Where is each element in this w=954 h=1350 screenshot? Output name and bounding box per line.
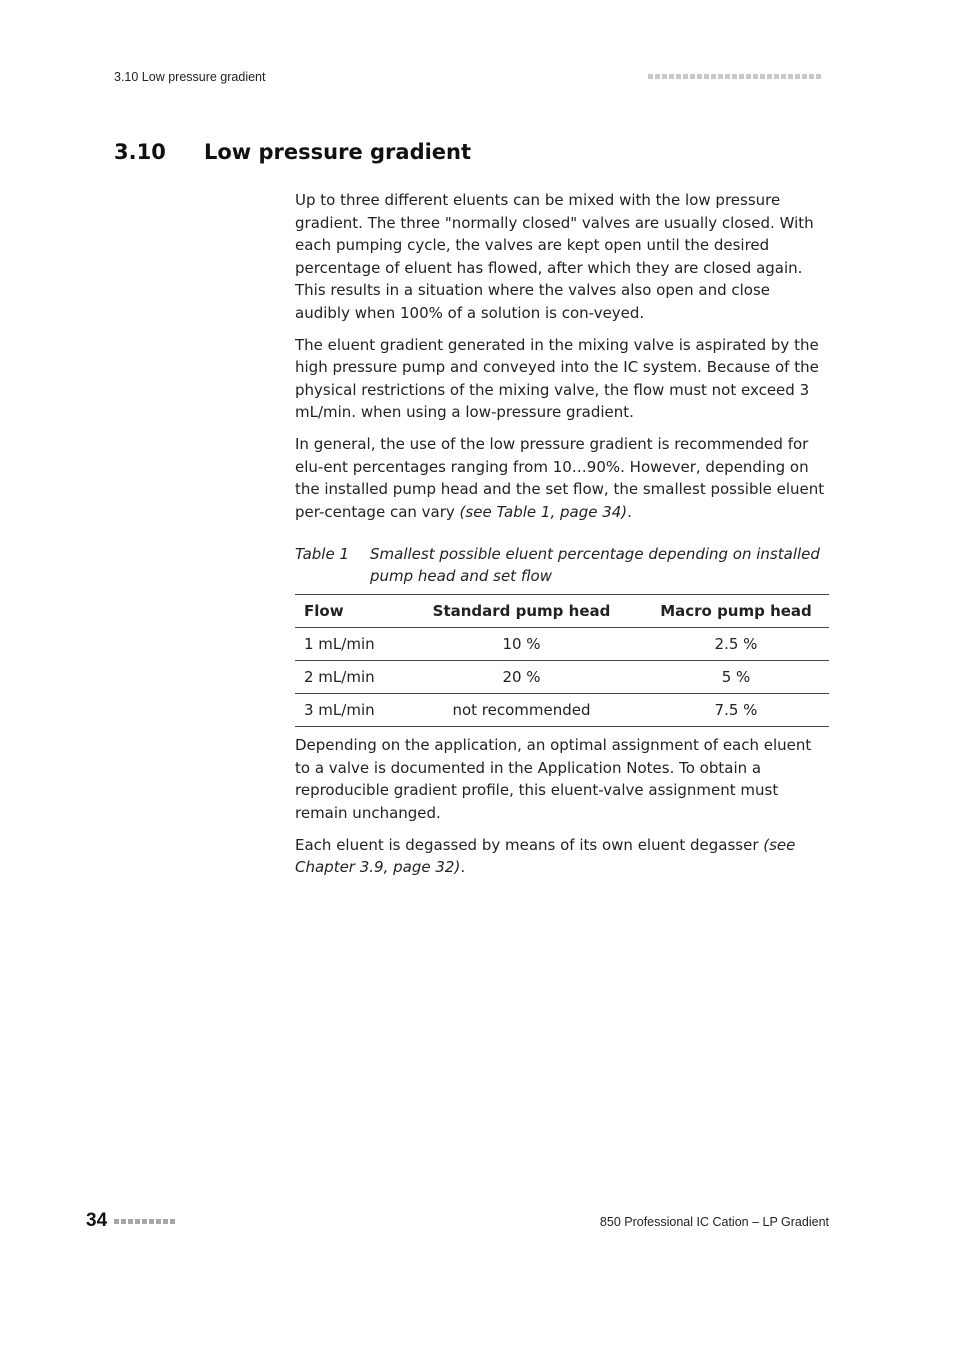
section-title: Low pressure gradient [204,140,472,164]
cell-flow: 3 mL/min [295,694,400,727]
paragraph: Up to three different eluents can be mixed with the low pressure gradient. The three "normally closed" valves are usually closed. With each pumping cycle, the valves are kept open until the desired percentage of eluent has flowed, after which they are closed again. This results in a situation where the valves also open and close audibly when 100% of a solution is con-veyed. [295,191,814,322]
body-text [295,189,829,888]
cell-macro: 5 % [642,661,829,694]
section-number: 3.10 [114,140,166,164]
cell-standard: not recommended [400,694,642,727]
footer-document-title: 850 Professional IC Cation – LP Gradient [599,1215,829,1229]
paragraph-end: . [627,502,632,521]
table-caption [295,543,829,587]
header-dot-rule [648,74,821,79]
cell-standard: 10 % [400,628,642,661]
paragraph [295,834,829,879]
column-header-flow: Flow [295,595,400,628]
cross-reference-link[interactable]: (see Chapter 3.9, page 32) [295,835,796,876]
column-header-standard-pump-head: Standard pump head [400,595,642,628]
paragraph-end: . [460,858,466,876]
cell-standard: 20 % [400,661,642,694]
table-row [295,694,829,727]
table-row [295,661,829,694]
page-number: 34 [86,1210,108,1231]
table-header-row [295,595,829,628]
section-heading [114,140,471,164]
cell-macro: 2.5 % [642,628,829,661]
paragraph: The eluent gradient generated in the mixing valve is aspirated by the high pressure pump and conveyed into the IC system. Because of the physical restrictions of the mixing valve, the flow must not exceed 3 mL/min. when using a low-pressure gradient. [295,335,819,421]
cell-flow: 1 mL/min [295,628,400,661]
column-header-macro-pump-head: Macro pump head [642,595,829,628]
table-row [295,628,829,661]
table-caption-text: Smallest possible eluent percentage depending on installed pump head and set flow [370,545,820,585]
running-head: 3.10 Low pressure gradient [114,70,266,84]
footer-dot-rule [114,1219,175,1224]
paragraph-text: Each eluent is degassed by means of its own eluent degasser [295,835,764,854]
cell-flow: 2 mL/min [295,661,400,694]
paragraph-text: In general, the use of the low pressure gradient is recommended for elu-ent percentages ranging from 10…90%. However, depending on the installed pump head and the set flow, the smallest possible eluent per-centage can vary [295,435,825,521]
paragraph [295,433,829,523]
cross-reference-link[interactable]: (see Table 1, page 34) [459,502,628,521]
cell-macro: 7.5 % [642,694,829,727]
paragraph: Depending on the application, an optimal assignment of each eluent to a valve is documented in the Application Notes. To obtain a reproducible gradient profile, this eluent-valve assignment must remain unchanged. [295,736,812,822]
eluent-table [295,594,829,727]
table-caption-label: Table 1 [295,545,350,563]
